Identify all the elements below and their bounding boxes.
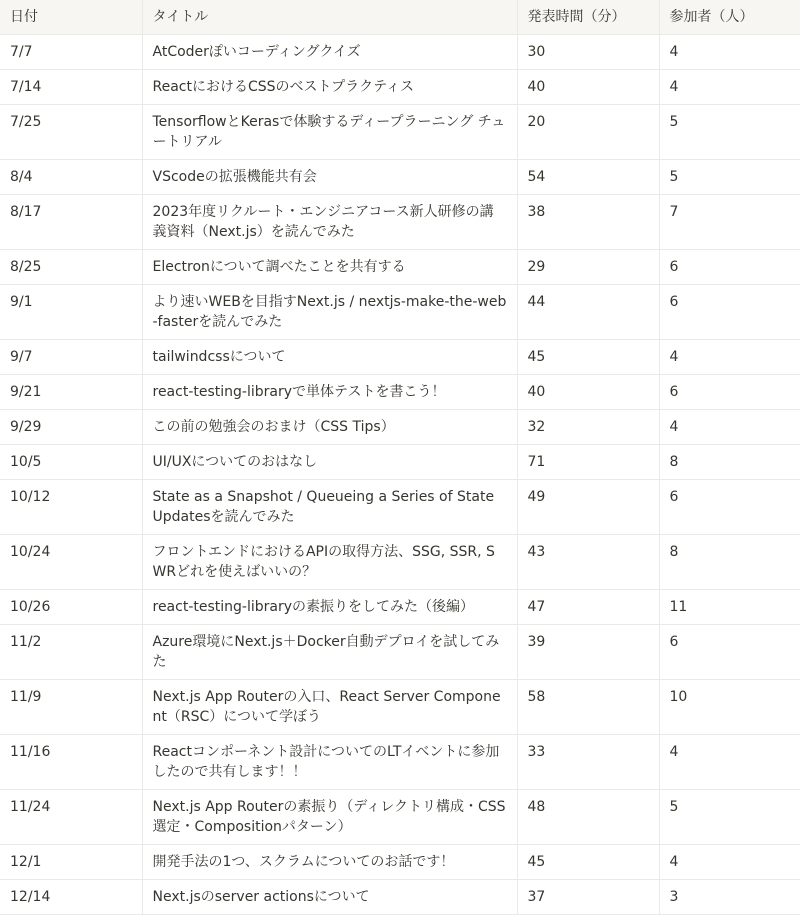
date-cell[interactable]: 10/24 (0, 535, 142, 590)
title-cell[interactable]: Next.js App Routerの素振り（ディレクトリ構成・CSS選定・Compositionパターン） (142, 790, 517, 845)
header-title[interactable]: タイトル (142, 0, 517, 35)
title-cell[interactable]: この前の勉強会のおまけ（CSS Tips） (142, 410, 517, 445)
date-cell[interactable]: 8/25 (0, 250, 142, 285)
participants-cell[interactable]: 6 (659, 480, 800, 535)
table-row (0, 195, 800, 250)
title-cell[interactable]: Next.js App Routerの入口、React Server Component（RSC）について学ぼう (142, 680, 517, 735)
participants-cell[interactable]: 4 (659, 70, 800, 105)
table-row (0, 35, 800, 70)
participants-cell[interactable]: 5 (659, 790, 800, 845)
minutes-cell[interactable]: 32 (517, 410, 659, 445)
header-date[interactable]: 日付 (0, 0, 142, 35)
participants-cell[interactable]: 5 (659, 160, 800, 195)
table-row (0, 480, 800, 535)
table-row (0, 735, 800, 790)
minutes-cell[interactable]: 48 (517, 790, 659, 845)
table-row (0, 250, 800, 285)
date-cell[interactable]: 7/14 (0, 70, 142, 105)
date-cell[interactable]: 8/4 (0, 160, 142, 195)
title-cell[interactable]: react-testing-libraryで単体テストを書こう！ (142, 375, 517, 410)
date-cell[interactable]: 9/1 (0, 285, 142, 340)
date-cell[interactable]: 10/26 (0, 590, 142, 625)
participants-cell[interactable]: 4 (659, 735, 800, 790)
table-row (0, 70, 800, 105)
title-cell[interactable]: VScodeの拡張機能共有会 (142, 160, 517, 195)
participants-cell[interactable]: 4 (659, 35, 800, 70)
title-cell[interactable]: Reactコンポーネント設計についてのLTイベントに参加したので共有します！！ (142, 735, 517, 790)
date-cell[interactable]: 8/17 (0, 195, 142, 250)
minutes-cell[interactable]: 38 (517, 195, 659, 250)
table-row (0, 680, 800, 735)
participants-cell[interactable]: 4 (659, 340, 800, 375)
title-cell[interactable]: 2023年度リクルート・エンジニアコース新人研修の講義資料（Next.js）を読んでみた (142, 195, 517, 250)
date-cell[interactable]: 11/16 (0, 735, 142, 790)
participants-cell[interactable]: 6 (659, 285, 800, 340)
table-row (0, 535, 800, 590)
table-body (0, 35, 800, 915)
table-row (0, 410, 800, 445)
participants-cell[interactable]: 3 (659, 880, 800, 915)
participants-cell[interactable]: 6 (659, 250, 800, 285)
table-row (0, 445, 800, 480)
date-cell[interactable]: 9/7 (0, 340, 142, 375)
minutes-cell[interactable]: 45 (517, 340, 659, 375)
minutes-cell[interactable]: 47 (517, 590, 659, 625)
date-cell[interactable]: 9/21 (0, 375, 142, 410)
date-cell[interactable]: 12/14 (0, 880, 142, 915)
title-cell[interactable]: tailwindcssについて (142, 340, 517, 375)
minutes-cell[interactable]: 40 (517, 70, 659, 105)
date-cell[interactable]: 11/24 (0, 790, 142, 845)
date-cell[interactable]: 11/9 (0, 680, 142, 735)
date-cell[interactable]: 10/12 (0, 480, 142, 535)
minutes-cell[interactable]: 30 (517, 35, 659, 70)
title-cell[interactable]: 開発手法の1つ、スクラムについてのお話です！ (142, 845, 517, 880)
date-cell[interactable]: 7/25 (0, 105, 142, 160)
minutes-cell[interactable]: 49 (517, 480, 659, 535)
minutes-cell[interactable]: 37 (517, 880, 659, 915)
participants-cell[interactable]: 6 (659, 375, 800, 410)
minutes-cell[interactable]: 40 (517, 375, 659, 410)
table-row (0, 790, 800, 845)
participants-cell[interactable]: 11 (659, 590, 800, 625)
title-cell[interactable]: react-testing-libraryの素振りをしてみた（後編） (142, 590, 517, 625)
table-row (0, 845, 800, 880)
table-row (0, 340, 800, 375)
minutes-cell[interactable]: 45 (517, 845, 659, 880)
title-cell[interactable]: Electronについて調べたことを共有する (142, 250, 517, 285)
participants-cell[interactable]: 4 (659, 410, 800, 445)
minutes-cell[interactable]: 58 (517, 680, 659, 735)
title-cell[interactable]: UI/UXについてのおはなし (142, 445, 517, 480)
minutes-cell[interactable]: 20 (517, 105, 659, 160)
table-row (0, 285, 800, 340)
header-participants[interactable]: 参加者（人） (659, 0, 800, 35)
title-cell[interactable]: Next.jsのserver actionsについて (142, 880, 517, 915)
participants-cell[interactable]: 8 (659, 445, 800, 480)
header-minutes[interactable]: 発表時間（分） (517, 0, 659, 35)
participants-cell[interactable]: 7 (659, 195, 800, 250)
title-cell[interactable]: TensorflowとKerasで体験するディープラーニング チュートリアル (142, 105, 517, 160)
table-row (0, 880, 800, 915)
minutes-cell[interactable]: 33 (517, 735, 659, 790)
minutes-cell[interactable]: 43 (517, 535, 659, 590)
title-cell[interactable]: State as a Snapshot / Queueing a Series of State Updatesを読んでみた (142, 480, 517, 535)
table-row (0, 625, 800, 680)
participants-cell[interactable]: 6 (659, 625, 800, 680)
minutes-cell[interactable]: 71 (517, 445, 659, 480)
date-cell[interactable]: 9/29 (0, 410, 142, 445)
title-cell[interactable]: Azure環境にNext.js＋Docker自動デプロイを試してみた (142, 625, 517, 680)
date-cell[interactable]: 7/7 (0, 35, 142, 70)
table-row (0, 105, 800, 160)
participants-cell[interactable]: 5 (659, 105, 800, 160)
participants-cell[interactable]: 8 (659, 535, 800, 590)
table-row (0, 590, 800, 625)
title-cell[interactable]: AtCoderぽいコーディングクイズ (142, 35, 517, 70)
date-cell[interactable]: 11/2 (0, 625, 142, 680)
minutes-cell[interactable]: 29 (517, 250, 659, 285)
minutes-cell[interactable]: 39 (517, 625, 659, 680)
title-cell[interactable]: より速いWEBを目指すNext.js / nextjs-make-the-web-fasterを読んでみた (142, 285, 517, 340)
title-cell[interactable]: ReactにおけるCSSのベストプラクティス (142, 70, 517, 105)
participants-cell[interactable]: 4 (659, 845, 800, 880)
date-cell[interactable]: 10/5 (0, 445, 142, 480)
minutes-cell[interactable]: 44 (517, 285, 659, 340)
table-header-row (0, 0, 800, 35)
title-cell[interactable]: フロントエンドにおけるAPIの取得方法、SSG, SSR, SWRどれを使えばいいの？ (142, 535, 517, 590)
table-row (0, 160, 800, 195)
date-cell[interactable]: 12/1 (0, 845, 142, 880)
participants-cell[interactable]: 10 (659, 680, 800, 735)
minutes-cell[interactable]: 54 (517, 160, 659, 195)
table-row (0, 375, 800, 410)
